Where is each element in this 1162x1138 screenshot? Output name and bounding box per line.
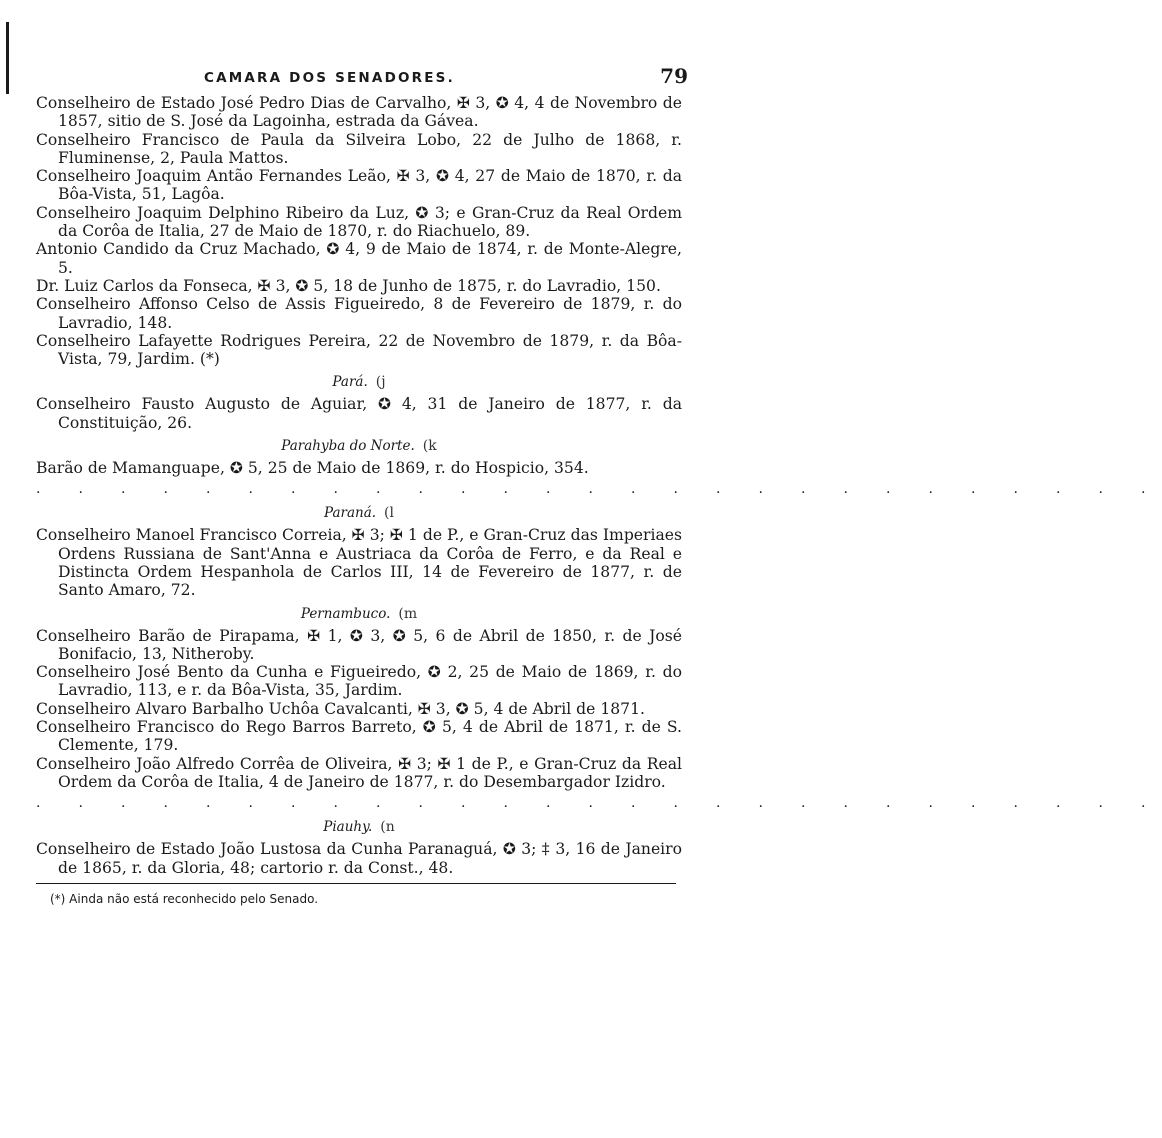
page-number: 79 <box>660 64 688 88</box>
margin-mark: (m <box>398 605 418 622</box>
running-head <box>36 62 688 96</box>
province-name: Pará. <box>332 374 368 391</box>
page <box>36 62 1162 906</box>
senator-entry: Conselheiro Francisco do Rego Barros Barreto, ✪ 5, 4 de Abril de 1871, r. de S. Clemente, 179. <box>36 718 682 755</box>
province-name: Pernambuco. <box>300 605 391 622</box>
senator-entry: Conselheiro Barão de Pirapama, ✠ 1, ✪ 3, ✪ 5, 6 de Abril de 1850, r. de José Bonifacio, 13, Nitheroby. <box>36 626 682 663</box>
senator-entry: Conselheiro Joaquim Delphino Ribeiro da Luz, ✪ 3; e Gran-Cruz da Real Ordem da Corôa de Italia, 27 de Maio de 1870, r. do Riachuelo, 89. <box>36 203 682 241</box>
senator-entry: Conselheiro Francisco de Paula da Silveira Lobo, 22 de Julho de 1868, r. Fluminense, 2, Paula Mattos. <box>36 130 682 167</box>
senator-entry: Barão de Mamanguape, ✪ 5, 25 de Maio de 1869, r. do Hospicio, 354. <box>36 459 589 478</box>
senator-entry: Conselheiro Lafayette Rodrigues Pereira, 22 de Novembro de 1879, r. da Bôa-Vista, 79, Jardim. (*) <box>36 331 682 369</box>
margin-rule <box>6 22 9 94</box>
margin-mark: (j <box>375 374 386 391</box>
omission-dots: . . . . . . . . . . . . . . . . . . . . . . . . . . . <box>36 795 1162 812</box>
province-heading <box>36 600 682 627</box>
senator-entry: Conselheiro Manoel Francisco Correia, ✠ 3; ✠ 1 de P., e Gran-Cruz das Imperiaes Ordens Russiana de Sant'Anna e Austriaca da Corôa de Ferro, e da Real e Distincta Ordem Hespanhola de Carlos III, 14 de Fevereiro de 1877, r. de Santo Amaro, 72. <box>36 526 682 600</box>
senator-entry: Antonio Candido da Cruz Machado, ✪ 4, 9 de Maio de 1874, r. de Monte-Alegre, 5. <box>36 240 682 277</box>
footnote-rule <box>36 883 676 884</box>
province-heading <box>36 368 682 395</box>
senator-entry: Conselheiro José Bento da Cunha e Figueiredo, ✪ 2, 25 de Maio de 1869, r. do Lavradio, 113, e r. da Bôa-Vista, 35, Jardim. <box>36 663 682 700</box>
province-name: Piauhy. <box>323 819 373 836</box>
province-heading <box>36 499 682 526</box>
senator-entry: Dr. Luiz Carlos da Fonseca, ✠ 3, ✪ 5, 18 de Junho de 1875, r. do Lavradio, 150. <box>36 276 661 295</box>
footnote: (*) Ainda não está reconhecido pelo Senado. <box>50 891 319 906</box>
senator-entry: Conselheiro Affonso Celso de Assis Figueiredo, 8 de Fevereiro de 1879, r. do Lavradio, 148. <box>36 295 682 332</box>
omission-dots: . . . . . . . . . . . . . . . . . . . . . . . . . . . <box>36 481 1162 498</box>
margin-mark: (l <box>384 505 394 522</box>
running-title: CAMARA DOS SENADORES. <box>204 70 455 86</box>
senator-entry: Conselheiro Alvaro Barbalho Uchôa Cavalcanti, ✠ 3, ✪ 5, 4 de Abril de 1871. <box>36 699 645 718</box>
margin-mark: (k <box>422 438 437 455</box>
margin-mark: (n <box>380 819 395 836</box>
senator-entry: Conselheiro João Alfredo Corrêa de Oliveira, ✠ 3; ✠ 1 de P., e Gran-Cruz da Real Ordem da Corôa de Italia, 4 de Janeiro de 1877, r. do Desembargador Izidro. <box>36 754 682 791</box>
province-name: Parahyba do Norte. <box>281 438 415 455</box>
province-name: Paraná. <box>323 505 377 522</box>
entries-list <box>36 94 1162 877</box>
province-heading <box>36 432 682 459</box>
province-heading <box>36 813 682 840</box>
senator-entry: Conselheiro Joaquim Antão Fernandes Leão, ✠ 3, ✪ 4, 27 de Maio de 1870, r. da Bôa-Vista, 51, Lagôa. <box>36 167 682 204</box>
senator-entry: Conselheiro de Estado João Lustosa da Cunha Paranaguá, ✪ 3; ‡ 3, 16 de Janeiro de 1865, r. da Gloria, 48; cartorio r. da Const., 48. <box>36 840 682 877</box>
senator-entry: Conselheiro de Estado José Pedro Dias de Carvalho, ✠ 3, ✪ 4, 4 de Novembro de 1857, sitio de S. José da Lagoinha, estrada da Gávea. <box>36 94 682 131</box>
senator-entry: Conselheiro Fausto Augusto de Aguiar, ✪ 4, 31 de Janeiro de 1877, r. da Constituição, 26. <box>36 395 682 432</box>
